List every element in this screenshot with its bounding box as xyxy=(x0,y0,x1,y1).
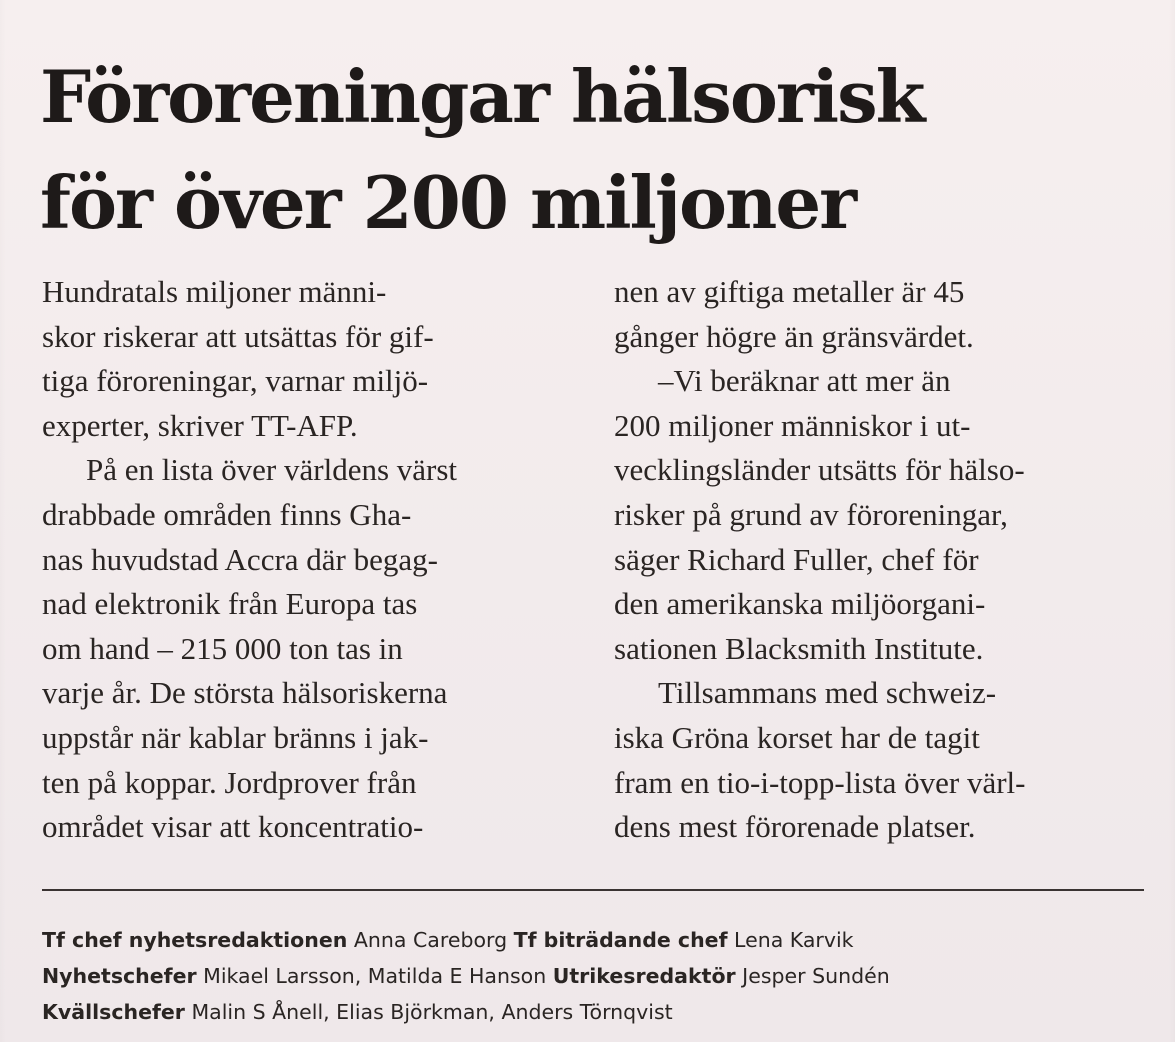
body-line: –Vi beräknar att mer än xyxy=(658,363,951,399)
article-headline xyxy=(40,44,1130,256)
body-line: nen av giftiga metaller är 45 xyxy=(614,274,965,309)
credits-divider xyxy=(42,889,1144,891)
credit-role: Nyhetschefer xyxy=(42,964,197,988)
credit-name: Lena Karvik xyxy=(734,928,854,952)
body-line: drabbade områden finns Gha- xyxy=(42,496,412,532)
body-line: skor riskerar att utsättas för gif- xyxy=(42,318,434,354)
body-line: varje år. De största hälsoriskerna xyxy=(42,675,448,711)
body-line: sationen Blacksmith Institute. xyxy=(614,630,984,666)
body-line: ten på koppar. Jordprover från xyxy=(42,764,417,800)
body-line: området visar att koncentratio- xyxy=(42,809,424,845)
body-line: fram en tio-i-topp-lista över värl- xyxy=(614,764,1026,800)
credit-role: Utrikesredaktör xyxy=(552,964,736,988)
body-line: tiga föroreningar, varnar miljö- xyxy=(42,363,429,399)
credit-line xyxy=(42,922,1142,958)
body-line: nas huvudstad Accra där begag- xyxy=(42,541,438,577)
body-line: nad elektronik från Europa tas xyxy=(42,586,418,622)
credit-role: Tf biträdande chef xyxy=(513,928,728,952)
body-line: Hundratals miljoner männi- xyxy=(42,274,387,309)
body-line: På en lista över världens värst xyxy=(86,452,458,488)
body-line: 200 miljoner människor i ut- xyxy=(614,407,971,443)
body-line: gånger högre än gränsvärdet. xyxy=(614,318,974,354)
body-line: vecklingsländer utsätts för hälso- xyxy=(614,452,1025,488)
body-line: risker på grund av föroreningar, xyxy=(614,496,1008,532)
credit-name: Jesper Sundén xyxy=(742,964,890,988)
article-column-right xyxy=(614,270,1114,850)
credit-role: Kvällschefer xyxy=(42,1000,185,1024)
credit-line xyxy=(42,958,1142,994)
credit-line xyxy=(42,994,1142,1030)
credit-name: Mikael Larsson, Matilda E Hanson xyxy=(203,964,547,988)
article-column-left xyxy=(42,270,572,850)
staff-credits xyxy=(42,922,1142,1030)
body-line: Tillsammans med schweiz- xyxy=(658,675,997,711)
headline-line: för över 200 miljoner xyxy=(40,160,856,245)
body-line: den amerikanska miljöorgani- xyxy=(614,586,986,622)
body-line: iska Gröna korset har de tagit xyxy=(614,719,980,755)
body-line: uppstår när kablar bränns i jak- xyxy=(42,719,429,755)
credit-name: Malin S Ånell, Elias Björkman, Anders Törnqvist xyxy=(191,1000,673,1024)
body-line: experter, skriver TT-AFP. xyxy=(42,407,358,443)
body-line: dens mest förorenade platser. xyxy=(614,809,976,845)
body-line: om hand – 215 000 ton tas in xyxy=(42,630,403,666)
credit-name: Anna Careborg xyxy=(353,928,508,952)
headline-line: Föroreningar hälsorisk xyxy=(40,54,924,139)
credit-role: Tf chef nyhetsredaktionen xyxy=(42,928,348,952)
body-line: säger Richard Fuller, chef för xyxy=(614,541,979,577)
